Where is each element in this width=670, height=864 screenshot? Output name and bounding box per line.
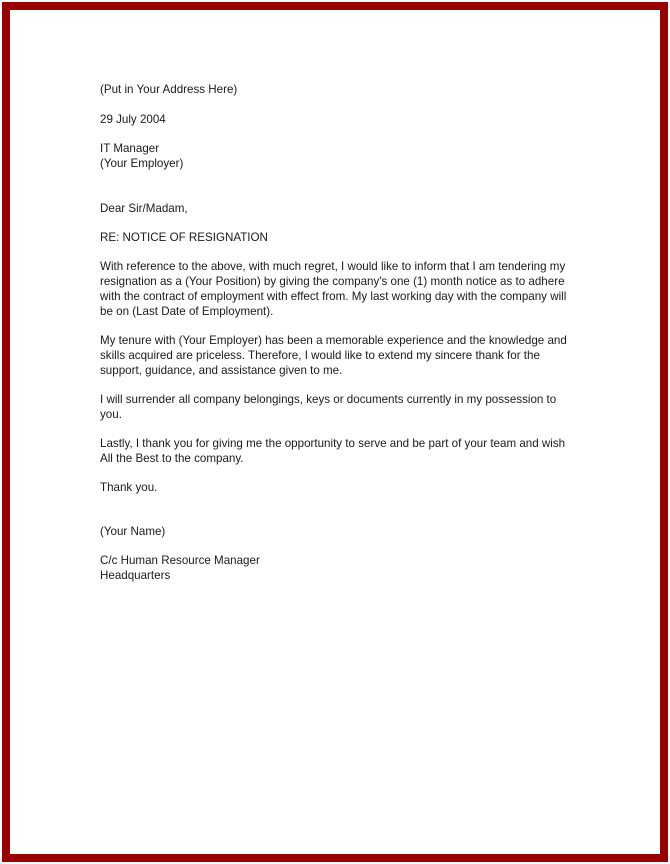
spacer-after-paragraph-4 xyxy=(100,466,572,480)
salutation: Dear Sir/Madam, xyxy=(100,202,188,215)
spacer-after-address xyxy=(100,97,572,112)
subject-line: RE: NOTICE OF RESIGNATION xyxy=(100,231,268,244)
cc-block xyxy=(100,553,572,583)
spacer-after-paragraph-3 xyxy=(100,422,572,436)
letter-content xyxy=(100,82,572,583)
sender-address: (Put in Your Address Here) xyxy=(100,83,238,96)
body-paragraph-2: My tenure with (Your Employer) has been a memorable experience and the knowledge and skills acquired are priceless. Therefore, I would like to extend my sincere thank for the support, guidance, and assistance given to me. xyxy=(100,334,567,377)
spacer-after-signature xyxy=(100,539,572,553)
spacer-after-recipient xyxy=(100,171,572,201)
spacer-after-paragraph-2 xyxy=(100,378,572,392)
cc-recipient: C/c Human Resource Manager xyxy=(100,554,260,567)
closing-line: Thank you. xyxy=(100,481,158,494)
spacer-after-paragraph-1 xyxy=(100,319,572,333)
spacer-signature-area xyxy=(100,495,572,524)
body-paragraph-1: With reference to the above, with much regret, I would like to inform that I am tendering my resignation as a (Your Position) by giving the company's one (1) month notice as to adhere with the contract of employment with effect from. My last working day with the company will be on (Last Date of Employment). xyxy=(100,260,567,318)
body-paragraph-3: I will surrender all company belongings, keys or documents currently in my possession to you. xyxy=(100,393,557,421)
recipient-title: IT Manager xyxy=(100,142,160,155)
spacer-after-date xyxy=(100,127,572,141)
letter-date: 29 July 2004 xyxy=(100,113,166,126)
spacer-after-subject xyxy=(100,245,572,259)
signature-name: (Your Name) xyxy=(100,525,166,538)
cc-location: Headquarters xyxy=(100,569,171,582)
body-paragraph-4: Lastly, I thank you for giving me the opportunity to serve and be part of your team and wish All the Best to the company. xyxy=(100,437,566,465)
recipient-company: (Your Employer) xyxy=(100,157,184,170)
recipient-block xyxy=(100,141,572,171)
spacer-after-salutation xyxy=(100,216,572,230)
